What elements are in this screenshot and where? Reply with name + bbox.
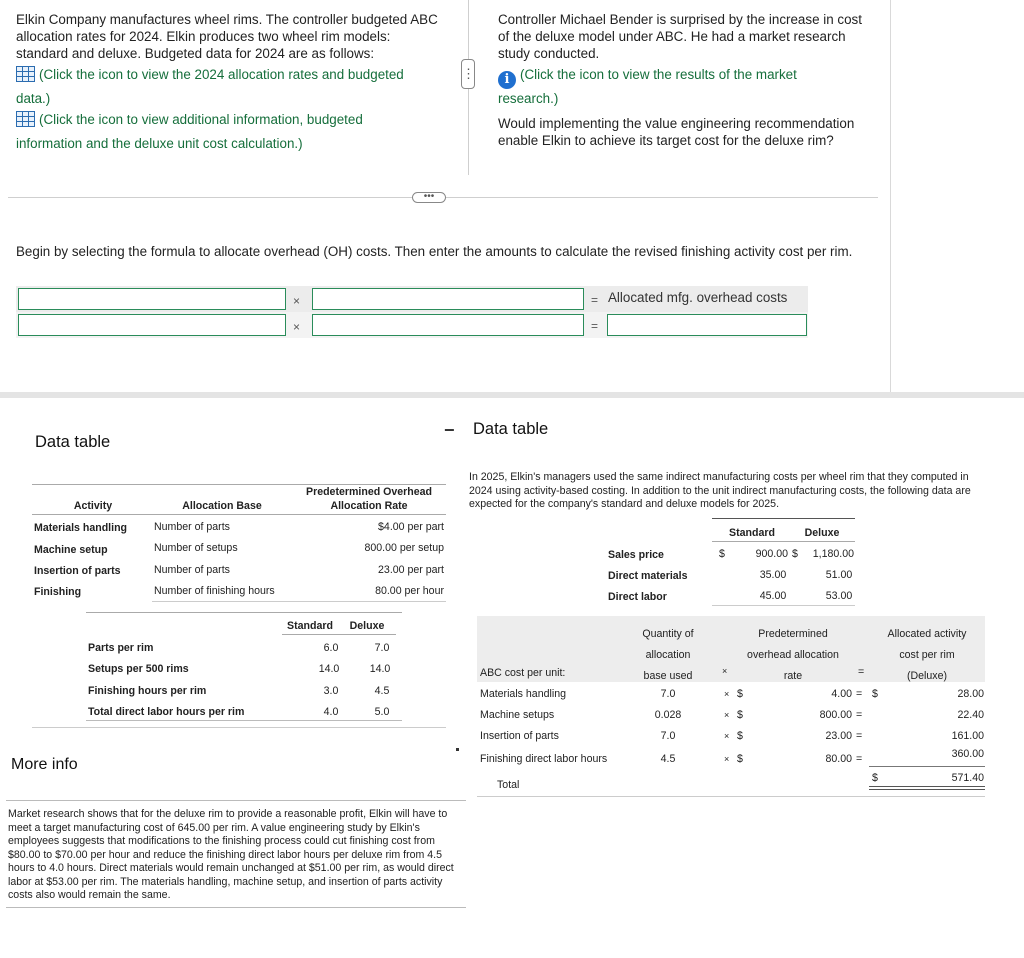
alloc-cell: 360.00 <box>951 748 984 760</box>
qty-cell: 4.5 <box>660 753 676 765</box>
qty-cell: 7.0 <box>660 688 676 700</box>
table-icon[interactable] <box>16 66 35 82</box>
sub-row-label: Setups per 500 rims <box>88 663 189 675</box>
times-sign: × <box>724 689 730 699</box>
rate-cell: $4.00 per part <box>378 521 444 533</box>
instruction-text: Begin by selecting the formula to allocate overhead (OH) costs. Then enter the amounts to calculate the revised finishing activity cost per rim. <box>16 244 853 259</box>
expand-button[interactable]: ••• <box>412 192 446 203</box>
total-double-rule <box>869 789 985 790</box>
subtable-top-rule <box>86 612 402 613</box>
allocation-base-header: Allocation Base <box>182 500 262 512</box>
rate-header-line: rate <box>783 670 803 682</box>
abc-unit-label: ABC cost per unit: <box>480 667 566 679</box>
standard-header: Standard <box>287 620 333 632</box>
times-operator: × <box>293 320 301 334</box>
activity-cell: Machine setup <box>34 544 108 556</box>
abc-bottom-rule <box>477 796 985 797</box>
panel-separator <box>0 392 1024 398</box>
amount-input-2[interactable] <box>312 314 584 336</box>
base-cell: Number of setups <box>154 542 238 554</box>
deluxe-header: Deluxe <box>804 527 840 539</box>
price-bottom-rule <box>712 605 855 606</box>
abc-row-label: Insertion of parts <box>480 730 559 742</box>
rate-header <box>740 624 846 687</box>
table-top-rule <box>32 484 446 485</box>
qty-header-line: Quantity of <box>642 628 694 640</box>
price-row-label: Direct labor <box>608 591 667 603</box>
drag-handle[interactable]: ⋮ <box>461 59 475 89</box>
question-text: Would implementing the value engineering recommendation enable Elkin to achieve its target cost for the deluxe rim? <box>498 116 855 148</box>
abc-row-label: Machine setups <box>480 709 555 721</box>
price-row-label: Direct materials <box>608 570 688 582</box>
activity-cell: Materials handling <box>34 522 128 534</box>
deluxe-cell: 51.00 <box>825 569 853 581</box>
data-table-intro: In 2025, Elkin's managers used the same indirect manufacturing costs per wheel rim that they computed in 2024 using activity-based costing. In addition to the unit indirect manufacturing costs, the following data are expected for the company's standard and deluxe models for 2025. <box>469 471 971 510</box>
table-icon[interactable] <box>16 111 35 127</box>
right-border <box>890 0 891 398</box>
equals-operator: = <box>591 319 599 333</box>
link-text[interactable]: (Click the icon to view the 2024 allocation rates and budgeted <box>39 67 404 82</box>
times-sign: × <box>724 754 730 764</box>
total-label: Total <box>497 779 520 791</box>
data-table-title: Data table <box>35 433 111 451</box>
alloc-header <box>878 624 976 687</box>
times-sign: × <box>724 710 730 720</box>
allocation-rates-link[interactable] <box>16 66 446 83</box>
deluxe-cell: 4.5 <box>374 685 390 697</box>
equals-sign: = <box>856 730 863 742</box>
controller-text: Controller Michael Bender is surprised by the increase in cost of the deluxe model under ABC. He had a market research study conducted. <box>498 12 862 61</box>
link-text-cont[interactable]: information and the deluxe unit cost calculation.) <box>16 136 303 151</box>
equals-sign: = <box>856 753 863 765</box>
alloc-cell: 28.00 <box>957 688 984 700</box>
rate-cell: 800.00 <box>819 709 852 721</box>
alloc-cell: 22.40 <box>957 709 984 721</box>
rate-cell: 800.00 per setup <box>364 542 444 554</box>
subheader-rule <box>282 634 396 635</box>
more-info-top-rule <box>6 800 466 801</box>
result-input[interactable] <box>607 314 807 336</box>
alloc-cell: 161.00 <box>951 730 984 742</box>
rate-cell: 80.00 per hour <box>375 585 444 597</box>
qty-cell: 0.028 <box>654 709 682 721</box>
price-table-top-rule <box>712 518 855 519</box>
standard-cell: 6.0 <box>323 642 339 654</box>
allocated-mfg-overhead-label: Allocated mfg. overhead costs <box>608 290 788 305</box>
panel-bottom-rule <box>32 727 446 728</box>
alloc-header-line: (Deluxe) <box>906 670 948 682</box>
total-double-rule <box>869 786 985 787</box>
problem-intro: Elkin Company manufactures wheel rims. The controller budgeted ABC allocation rates for 2024. Elkin produces two wheel rim models: standard and deluxe. Budgeted data for 2024 are as follows: <box>16 12 438 61</box>
rate-header: Predetermined Overhead Allocation Rate <box>306 486 432 512</box>
alloc-header-line: cost per rim <box>899 649 955 661</box>
rate-cell: 80.00 <box>825 753 852 765</box>
total-cell: 571.40 <box>951 772 984 784</box>
minimize-icon[interactable]: − <box>444 420 455 440</box>
table-bottom-rule <box>152 601 446 602</box>
rate-header-line: overhead allocation <box>747 649 839 661</box>
link-text[interactable]: (Click the icon to view additional information, budgeted <box>39 112 363 127</box>
activity-cell: Finishing <box>34 586 82 598</box>
link-text[interactable]: (Click the icon to view the results of the market <box>520 67 797 82</box>
resize-dot <box>456 748 459 751</box>
subtotal-rule <box>869 766 985 767</box>
qty-cell: 7.0 <box>660 730 676 742</box>
activity-cell: Insertion of parts <box>34 565 121 577</box>
dollar-sign: $ <box>737 709 743 721</box>
equals-sign: = <box>856 688 863 700</box>
more-info-bottom-rule <box>6 907 466 908</box>
formula-input-2[interactable] <box>312 288 584 310</box>
header-rule <box>32 514 446 515</box>
rate-cell: 23.00 per part <box>378 564 444 576</box>
base-cell: Number of parts <box>154 564 230 576</box>
dollar-sign: $ <box>792 548 798 560</box>
sub-row-label: Total direct labor hours per rim <box>88 706 245 718</box>
data-table-title-right: Data table <box>473 420 549 438</box>
base-cell: Number of finishing hours <box>154 585 275 597</box>
info-icon[interactable]: i <box>498 71 516 89</box>
link-text-cont[interactable]: data.) <box>16 91 51 106</box>
market-research-link[interactable] <box>498 66 868 89</box>
subtable-bottom-rule <box>86 720 402 721</box>
equals-sign: = <box>856 709 863 721</box>
standard-cell: 900.00 <box>755 548 788 560</box>
qty-header-line: allocation <box>645 649 691 661</box>
more-info-text: Market research shows that for the deluxe rim to provide a reasonable profit, Elkin will have to meet a target manufacturing cost of 645.00 per rim. A value engineering study by Elkin's employees suggests that modifications to the finishing process could cut finishing cost from $80.00 to $70.00 per hour and reduce the finishing direct labor hours per deluxe rim from 4.5 hours to 4.0 hours. Direct materials would remain unchanged at $51.00 per rim, as would direct labor at $53.00 per rim. The materials handling, machine setup, and insertion of parts activity costs also would remain the same. <box>8 808 454 901</box>
sub-row-label: Finishing hours per rim <box>88 685 207 697</box>
qty-header <box>630 624 706 687</box>
standard-cell: 45.00 <box>759 590 787 602</box>
deluxe-cell: 5.0 <box>374 706 390 718</box>
rate-cell: 4.00 <box>831 688 852 700</box>
dollar-sign: $ <box>719 548 725 560</box>
dollar-sign: $ <box>737 753 743 765</box>
equals-sign: = <box>858 666 865 678</box>
deluxe-cell: 7.0 <box>374 642 390 654</box>
deluxe-cell: 14.0 <box>369 663 391 675</box>
deluxe-header: Deluxe <box>349 620 385 632</box>
times-sign: × <box>722 666 728 676</box>
qty-header-line: base used <box>643 670 693 682</box>
base-cell: Number of parts <box>154 521 230 533</box>
activity-header: Activity <box>73 500 113 512</box>
price-header-rule <box>712 541 855 542</box>
dollar-sign: $ <box>872 688 878 700</box>
alloc-header-line: Allocated activity <box>887 628 967 640</box>
standard-cell: 35.00 <box>759 569 787 581</box>
abc-row-label: Materials handling <box>480 688 566 700</box>
more-info-link[interactable] <box>16 111 446 128</box>
equals-operator: = <box>591 293 599 307</box>
times-operator: × <box>293 294 301 308</box>
standard-cell: 4.0 <box>323 706 339 718</box>
sub-row-label: Parts per rim <box>88 642 154 654</box>
rate-cell: 23.00 <box>825 730 852 742</box>
standard-header: Standard <box>729 527 775 539</box>
dollar-sign: $ <box>872 772 878 784</box>
price-row-label: Sales price <box>608 549 664 561</box>
dollar-sign: $ <box>737 730 743 742</box>
deluxe-cell: 1,180.00 <box>812 548 854 560</box>
more-info-title: More info <box>11 756 78 773</box>
times-sign: × <box>724 731 730 741</box>
standard-cell: 3.0 <box>323 685 339 697</box>
formula-input-1[interactable] <box>18 288 286 310</box>
amount-input-1[interactable] <box>18 314 286 336</box>
standard-cell: 14.0 <box>318 663 340 675</box>
abc-row-label: Finishing direct labor hours <box>480 753 608 765</box>
dollar-sign: $ <box>737 688 743 700</box>
deluxe-cell: 53.00 <box>825 590 853 602</box>
rate-header-line: Predetermined <box>758 628 828 640</box>
link-text-cont[interactable]: research.) <box>498 91 559 106</box>
